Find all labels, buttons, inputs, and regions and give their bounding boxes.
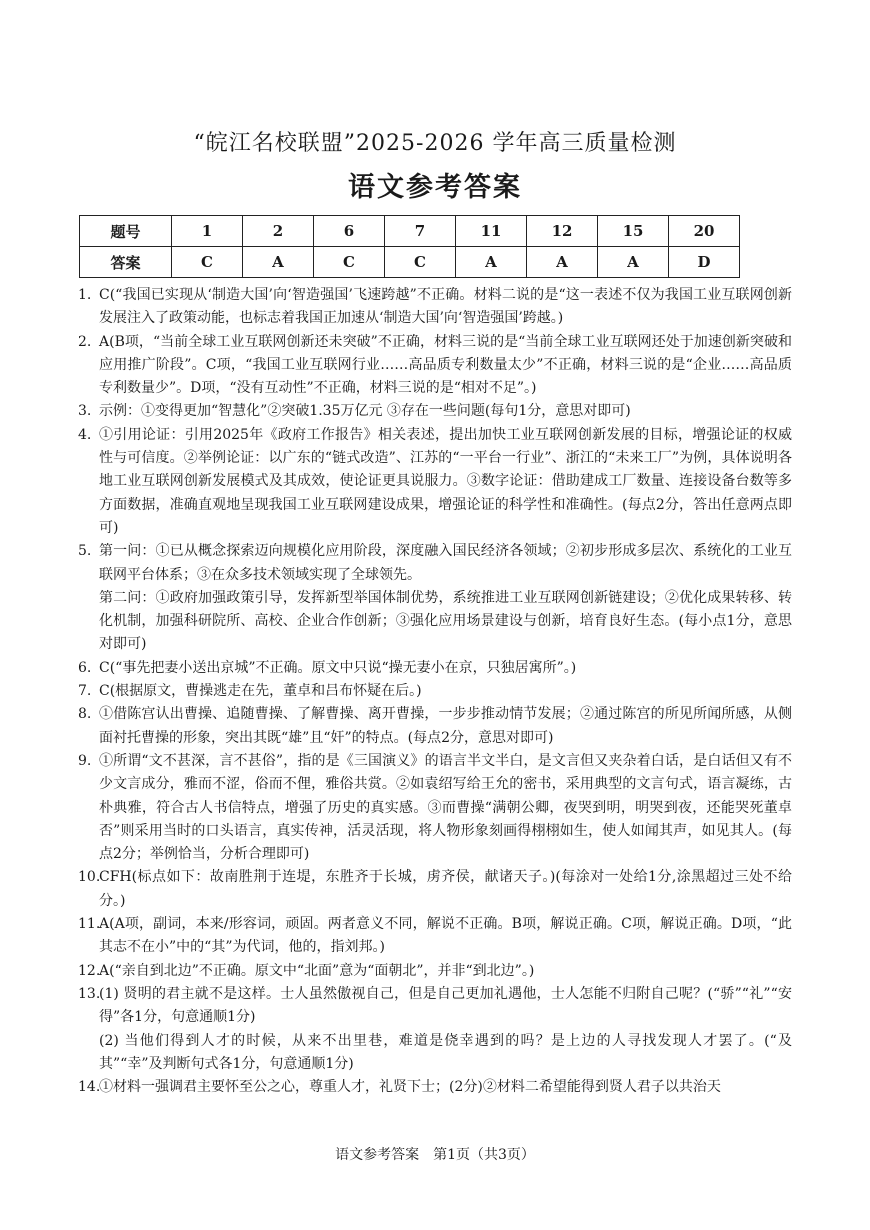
answer-cell: C bbox=[172, 247, 243, 278]
answer-item bbox=[78, 424, 792, 540]
item-number: 14. bbox=[78, 1079, 101, 1096]
row-label-answer: 答案 bbox=[80, 247, 172, 278]
item-number: 1. bbox=[78, 287, 92, 303]
answer-item-continuation: (2) 当他们得到人才的时候，从来不出里巷，难道是侥幸遇到的吗？是上边的人寻找发现人才罢了。(“及其”“幸”及判断句式各1分，句意通顺1分) bbox=[99, 1032, 792, 1072]
item-text: A(A项，副词，本来/形容词，顽固。两者意义不同，解说不正确。B项，解说正确。C项，解说正确。D项，“此其志不在小”中的“其”为代词，他的，指刘邦。) bbox=[99, 916, 792, 956]
document-title: “皖江名校联盟”2025-2026 学年高三质量检测 bbox=[193, 131, 677, 156]
answer-item-continuation: 第二问：①政府加强政策引导，发挥新型举国体制优势，系统推进工业互联网创新链建设；②优化成果转移、转化机制，加强科研院所、高校、企业合作创新；③强化应用场景建设与创新，培育良好生态。(每小点1分，意思对即可) bbox=[99, 589, 792, 653]
item-text: ①材料一强调君主要怀至公之心，尊重人才，礼贤下士；(2分)②材料二希望能得到贤人君子以共治天 bbox=[99, 1079, 721, 1096]
item-text: A(“亲自到北边”不正确。原文中“北面”意为“面朝北”，并非“到北边”。) bbox=[99, 962, 535, 979]
question-number-cell: 11 bbox=[456, 216, 527, 247]
answer-cell: C bbox=[385, 247, 456, 278]
item-text: 第一问：①已从概念探索迈向规模化应用阶段，深度融入国民经济各领域；②初步形成多层次、系统化的工业互联网平台体系；③在众多技术领域实现了全球领先。 bbox=[99, 543, 792, 583]
question-number-cell: 15 bbox=[598, 216, 669, 247]
question-number-row bbox=[80, 216, 740, 247]
answer-cell: D bbox=[669, 247, 740, 278]
answer-cell: A bbox=[456, 247, 527, 278]
answer-item bbox=[78, 540, 792, 587]
page-footer: 语文参考答案 第1页（共3页） bbox=[335, 1147, 535, 1163]
question-number-cell: 1 bbox=[172, 216, 243, 247]
item-text: A(B项，“当前全球工业互联网创新还未突破”不正确，材料三说的是“当前全球工业互联网还处于加速创新突破和应用推广阶段”。C项，“我国工业互联网行业……高品质专利数量太少”不正确，材料三说的是“企业……高品质专利数量少”。D项，“没有互动性”不正确，材料三说的是“相对不足”。) bbox=[99, 333, 792, 397]
answer-item bbox=[78, 703, 792, 750]
answer-item bbox=[78, 750, 792, 866]
document-subtitle: 语文参考答案 bbox=[348, 172, 522, 203]
item-text: C(根据原文，曹操逃走在先，董卓和吕布怀疑在后。) bbox=[99, 683, 422, 700]
item-number: 13. bbox=[78, 985, 101, 1002]
answer-item bbox=[78, 913, 792, 960]
answer-item bbox=[78, 284, 792, 331]
row-label-question: 题号 bbox=[80, 216, 172, 247]
answer-item bbox=[78, 866, 792, 913]
answer-explanations bbox=[78, 284, 792, 1099]
question-number-cell: 20 bbox=[669, 216, 740, 247]
item-number: 5. bbox=[78, 543, 92, 560]
item-number: 11. bbox=[78, 916, 101, 933]
item-number: 6. bbox=[78, 659, 92, 676]
item-text: CFH(标点如下：故南胜荆于连堤，东胜齐于长城，虏齐侯，献诸天子。)(每涂对一处给1分,涂黑超过三处不给分。) bbox=[99, 869, 792, 909]
item-text: ①引用论证：引用2025年《政府工作报告》相关表述，提出加快工业互联网创新发展的目标，增强论证的权威性与可信度。②举例论证：以广东的“链式改造”、江苏的“一平台一行业”、浙江的“未来工厂”为例，具体说明各地工业互联网创新发展模式及其成效，使论证更具说服力。③数字论证：借助建成工厂数量、连接设备台数等多方面数据，准确直观地呈现我国工业互联网建设成果，增强论证的科学性和准确性。(每点2分，答出任意两点即可) bbox=[99, 426, 792, 536]
answer-item bbox=[78, 657, 792, 680]
answer-table bbox=[79, 215, 740, 278]
answer-item bbox=[78, 983, 792, 1030]
answer-item bbox=[78, 680, 792, 703]
item-number: 3. bbox=[78, 403, 92, 420]
answer-item bbox=[78, 1076, 792, 1099]
answer-cell: C bbox=[314, 247, 385, 278]
answer-cell: A bbox=[598, 247, 669, 278]
answer-item bbox=[78, 331, 792, 401]
item-text: ①所谓“文不甚深，言不甚俗”，指的是《三国演义》的语言半文半白，是文言但又夹杂着白话，是白话但又有不少文言成分，雅而不涩，俗而不俚，雅俗共赏。②如袁绍写给王允的密书，采用典型的文言句式，语言凝练，古朴典雅，符合古人书信特点，增强了历史的真实感。③而曹操“满朝公卿，夜哭到明，明哭到夜，还能哭死董卓否”则采用当时的口头语言，真实传神，活灵活现，将人物形象刻画得栩栩如生，使人如闻其声，如见其人。(每点2分；举例恰当，分析合理即可) bbox=[99, 752, 792, 863]
answer-item bbox=[78, 960, 792, 983]
answer-item bbox=[78, 400, 792, 423]
item-number: 8. bbox=[78, 706, 92, 723]
item-number: 12. bbox=[78, 962, 101, 979]
item-text: C(“事先把妻小送出京城”不正确。原文中只说“操无妻小在京，只独居寓所”。) bbox=[99, 659, 577, 676]
answer-cell: A bbox=[243, 247, 314, 278]
item-text: 示例：①变得更加“智慧化”②突破1.35万亿元 ③存在一些问题(每句1分，意思对即可) bbox=[99, 403, 631, 420]
question-number-cell: 2 bbox=[243, 216, 314, 247]
item-number: 10. bbox=[78, 869, 101, 886]
answer-cell: A bbox=[527, 247, 598, 278]
item-text: C(“我国已实现从‘制造大国’向‘智造强国’飞速跨越”不正确。材料二说的是“这一表述不仅为我国工业互联网创新发展注入了政策动能，也标志着我国正加速从‘制造大国’向‘智造强国’跨越。) bbox=[99, 287, 792, 327]
question-number-cell: 6 bbox=[314, 216, 385, 247]
question-number-cell: 7 bbox=[385, 216, 456, 247]
item-text: (1) 贤明的君主就不是这样。士人虽然傲视自己，但是自己更加礼遇他，士人怎能不归附自己呢？(“骄”“礼”“安得”各1分，句意通顺1分) bbox=[99, 985, 792, 1026]
answer-row bbox=[80, 247, 740, 278]
item-number: 4. bbox=[78, 426, 92, 443]
item-number: 9. bbox=[78, 752, 92, 769]
item-number: 2. bbox=[78, 333, 92, 350]
question-number-cell: 12 bbox=[527, 216, 598, 247]
item-number: 7. bbox=[78, 683, 92, 700]
item-text: ①借陈宫认出曹操、追随曹操、了解曹操、离开曹操，一步步推动情节发展；②通过陈宫的所见所闻所感，从侧面衬托曹操的形象，突出其既“雄”且“奸”的特点。(每点2分，意思对即可) bbox=[99, 706, 792, 746]
